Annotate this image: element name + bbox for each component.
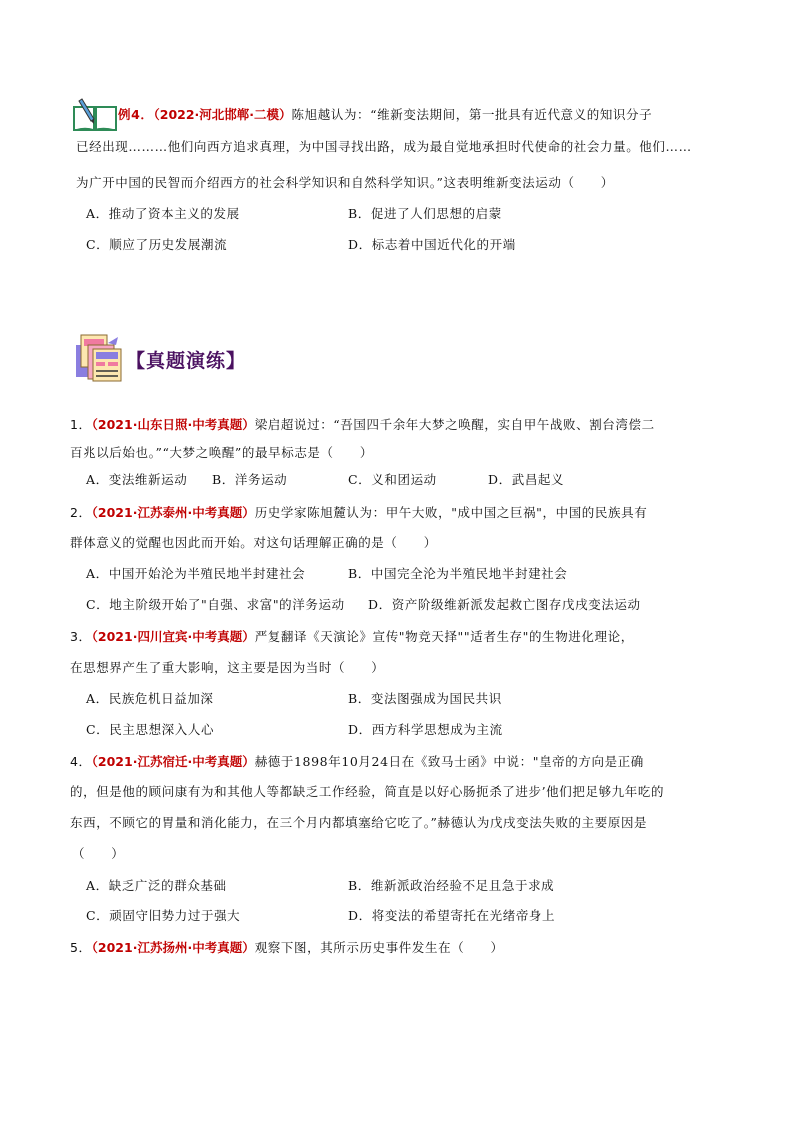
example-option-a[interactable]: A．推动了资本主义的发展 [86,206,240,221]
q1-option-a[interactable]: A．变法维新运动 [86,472,188,487]
example-source: （2022·河北邯郸·二模） [153,107,292,122]
example-line-1 [118,107,652,123]
q2-option-b[interactable]: B．中国完全沦为半殖民地半封建社会 [348,566,568,581]
example-line-2 [76,139,692,155]
q5-number: 5． [70,940,92,955]
q3-option-c[interactable]: C．民主思想深入人心 [86,722,215,737]
q4-source: （2021·江苏宿迁·中考真题） [91,754,255,769]
q4-option-c[interactable]: C．顽固守旧势力过于强大 [86,908,241,923]
q4-text-3: 东西，不顾它的胃量和消化能力，在三个月内都填塞给它吃了。”赫德认为戊戌变法失败的主要原因是 [70,815,648,830]
exercise-pages-icon [74,333,124,383]
example-text-3: 为广开中国的民智而介绍西方的社会科学知识和自然科学知识。”这表明维新变法运动（ ） [76,175,614,190]
q3-number: 3． [70,629,92,644]
q3-option-d[interactable]: D．西方科学思想成为主流 [348,722,503,737]
q4-line-2 [70,784,664,800]
q4-option-d[interactable]: D．将变法的希望寄托在光绪帝身上 [348,908,556,923]
q1-text-1: 梁启超说过：“吾国四千余年大梦之唤醒，实自甲午战败、割台湾偿二 [254,417,655,432]
q2-text-1: 历史学家陈旭麓认为：甲午大败，"成中国之巨祸"，中国的民族具有 [254,505,648,520]
section-title: 【真题演练】 [126,350,247,372]
q3-option-b[interactable]: B．变法图强成为国民共识 [348,691,502,706]
example-label: 例4． [118,107,154,122]
q3-line-1 [70,629,634,645]
q5-source: （2021·江苏扬州·中考真题） [91,940,255,955]
q2-line-2 [70,535,437,551]
example-text-1: 陈旭越认为：“维新变法期间，第一批具有近代意义的知识分子 [291,107,653,122]
example-line-3 [76,175,614,191]
example-option-c[interactable]: C．顺应了历史发展潮流 [86,237,228,252]
q2-source: （2021·江苏泰州·中考真题） [91,505,255,520]
q2-text-2: 群体意义的觉醒也因此而开始。对这句话理解正确的是（ ） [70,535,437,550]
q4-line-4 [72,846,124,862]
q4-option-b[interactable]: B．维新派政治经验不足且急于求成 [348,878,555,893]
q2-option-a[interactable]: A．中国开始沦为半殖民地半封建社会 [86,566,306,581]
q2-option-d[interactable]: D．资产阶级维新派发起救亡图存戊戌变法运动 [368,597,641,612]
q4-text-4: （ ） [72,846,125,861]
example-option-b[interactable]: B．促进了人们思想的启蒙 [348,206,502,221]
q1-option-b[interactable]: B．洋务运动 [212,472,288,487]
q4-text-2: 的，但是他的顾问康有为和其他人等都缺乏工作经验，简直是以好心肠扼杀了进步’他们把足够九年吃的 [70,784,665,799]
q2-option-c[interactable]: C．地主阶级开始了"自强、求富"的洋务运动 [86,597,345,612]
q4-number: 4． [70,754,92,769]
q4-text-1: 赫德于1898年10月24日在《致马士函》中说："皇帝的方向是正确 [254,754,644,769]
q3-text-1: 严复翻译《天演论》宣传"物竞天择""适者生存"的生物进化理论， [254,629,634,644]
q3-option-a[interactable]: A．民族危机日益加深 [86,691,214,706]
book-pencil-icon [72,97,118,133]
q5-line-1 [70,940,504,956]
q2-number: 2． [70,505,92,520]
q4-line-1 [70,754,644,770]
q4-option-a[interactable]: A．缺乏广泛的群众基础 [86,878,227,893]
q2-line-1 [70,505,647,521]
q1-number: 1． [70,417,92,432]
q1-line-2 [70,445,373,461]
q1-line-1 [70,417,655,433]
q1-option-c[interactable]: C．义和团运动 [348,472,437,487]
q5-text-1: 观察下图，其所示历史事件发生在（ ） [254,940,504,955]
q3-line-2 [70,660,384,676]
q1-text-2: 百兆以后始也。”“大梦之唤醒”的最早标志是（ ） [70,445,373,460]
q3-text-2: 在思想界产生了重大影响，这主要是因为当时（ ） [70,660,385,675]
example-text-2: 已经出现………他们向西方追求真理，为中国寻找出路，成为最自觉地承担时代使命的社会力量。他们…… [76,139,692,154]
q1-source: （2021·山东日照·中考真题） [91,417,255,432]
q4-line-3 [70,815,647,831]
q3-source: （2021·四川宜宾·中考真题） [91,629,255,644]
example-option-d[interactable]: D．标志着中国近代化的开端 [348,237,516,252]
q1-option-d[interactable]: D．武昌起义 [488,472,565,487]
